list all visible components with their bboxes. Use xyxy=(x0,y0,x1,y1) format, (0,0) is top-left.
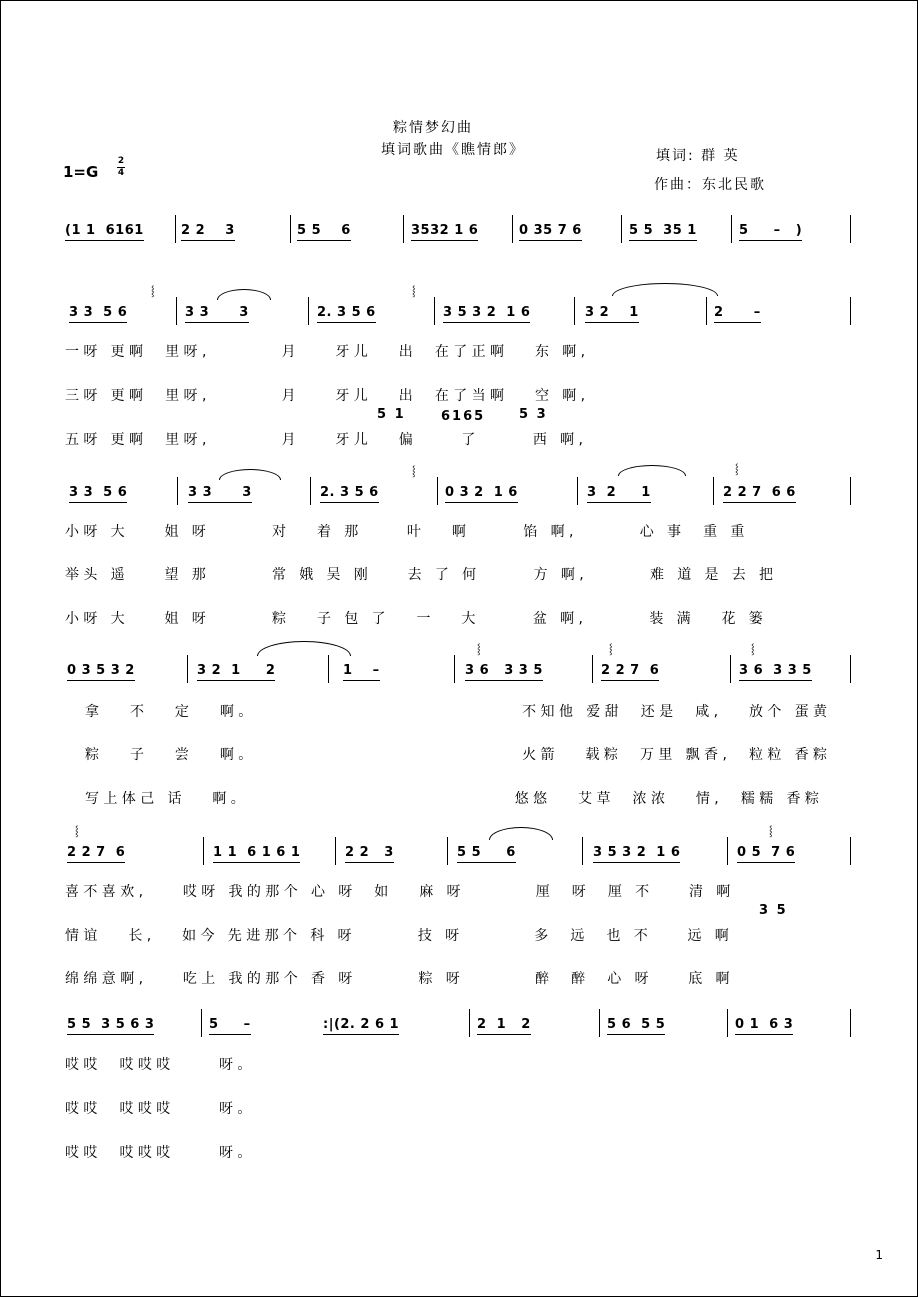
barline xyxy=(713,477,714,505)
time-signature xyxy=(117,157,125,178)
lyric-line: 喜不喜欢, 哎呀 我的那个 心 呀 如 麻 呀 厘 呀 厘 不 清 啊 xyxy=(65,884,735,900)
barline xyxy=(730,655,731,683)
measure: 1 – xyxy=(343,663,380,678)
barline xyxy=(582,837,583,865)
ornament-mark: ⸾ xyxy=(735,464,739,475)
lyric-line: 拿 不 定 啊。 不知他 爱甜 还是 咸, 放个 蛋黄 xyxy=(85,704,832,720)
lyric-line: 三呀 更啊 里呀, 月 牙儿 出 在了当啊 空 啊, xyxy=(65,388,590,404)
ornament-mark: ⸾ xyxy=(75,826,79,837)
barline xyxy=(176,297,177,325)
song-title: 粽情梦幻曲 xyxy=(393,120,473,136)
measure: 2 2 7 6 6 xyxy=(723,485,796,500)
measure: 2. 3 5 6 xyxy=(317,305,376,320)
measure: 2 1 2 xyxy=(477,1017,531,1032)
measure: 0 3 2 1 6 xyxy=(445,485,518,500)
measure: 5 5 6 xyxy=(297,223,351,238)
barline xyxy=(706,297,707,325)
ornament-mark: ⸾ xyxy=(412,286,416,297)
lyric-line: 一呀 更啊 里呀, 月 牙儿 出 在了正啊 东 啊, xyxy=(65,344,590,360)
measure: 0 35 7 6 xyxy=(519,223,582,238)
barline xyxy=(850,655,851,683)
measure: 3 5 3 2 1 6 xyxy=(443,305,531,320)
barline xyxy=(310,477,311,505)
barline xyxy=(403,215,404,243)
variant-notes: 5 1 xyxy=(377,407,406,422)
barline xyxy=(454,655,455,683)
measure: 1 1 6 1 6 1 xyxy=(213,845,301,860)
barline xyxy=(469,1009,470,1037)
barline xyxy=(177,477,178,505)
barline xyxy=(187,655,188,683)
measure: 3 3 5 6 xyxy=(69,305,128,320)
barline xyxy=(335,837,336,865)
barline xyxy=(328,655,329,683)
measure: 3 3 3 xyxy=(188,485,252,500)
barline xyxy=(599,1009,600,1037)
measure: 0 1 6 3 xyxy=(735,1017,794,1032)
lyric-line: 小呀 大 姐 呀 粽 子 包 了 一 大 盆 啊, 装 满 花 篓 xyxy=(65,611,768,627)
lyric-line: 哎哎 哎哎哎 呀。 xyxy=(65,1145,256,1161)
lyric-line: 写上体己 话 啊。 悠悠 艾草 浓浓 情, 糯糯 香粽 xyxy=(85,791,824,807)
measure: 5 – xyxy=(209,1017,251,1032)
measure: 3 2 1 2 xyxy=(197,663,276,678)
lyric-line: 小呀 大 姐 呀 对 着 那 叶 啊 馅 啊, 心 事 重 重 xyxy=(65,524,749,540)
page-number: 1 xyxy=(875,1248,883,1262)
measure: 3 3 5 6 xyxy=(69,485,128,500)
ornament-mark: ⸾ xyxy=(151,286,155,297)
barline xyxy=(731,215,732,243)
measure: 5 5 3 5 6 3 xyxy=(67,1017,155,1032)
measure: 2 2 3 xyxy=(181,223,235,238)
barline xyxy=(290,215,291,243)
measure: 2 2 7 6 xyxy=(67,845,126,860)
ornament-mark: ⸾ xyxy=(477,644,481,655)
measure: 3 6 3 3 5 xyxy=(465,663,543,678)
variant-notes: 6165 xyxy=(441,409,486,424)
barline xyxy=(201,1009,202,1037)
ornament-mark: ⸾ xyxy=(609,644,613,655)
lyric-line: 哎哎 哎哎哎 呀。 xyxy=(65,1101,256,1117)
barline xyxy=(727,837,728,865)
ornament-mark: ⸾ xyxy=(769,826,773,837)
measure: 0 3 5 3 2 xyxy=(67,663,135,678)
measure: 2 2 7 6 xyxy=(601,663,660,678)
ornament-mark: ⸾ xyxy=(412,466,416,477)
barline xyxy=(727,1009,728,1037)
measure: 2 – xyxy=(714,305,761,320)
measure: 3 2 1 xyxy=(587,485,651,500)
barline xyxy=(308,297,309,325)
composer-credit: 作曲：东北民歌 xyxy=(654,177,766,193)
barline xyxy=(850,1009,851,1037)
barline xyxy=(175,215,176,243)
measure: 0 5 7 6 xyxy=(737,845,796,860)
measure: 5 – ) xyxy=(739,223,803,238)
variant-notes: 3 5 xyxy=(759,903,788,918)
barline xyxy=(621,215,622,243)
tie-arc xyxy=(219,469,281,480)
barline xyxy=(577,477,578,505)
measure: 3532 1 6 xyxy=(411,223,479,238)
tie-arc xyxy=(612,283,718,296)
measure: 2. 3 5 6 xyxy=(320,485,379,500)
song-subtitle: 填词歌曲《瞧情郎》 xyxy=(381,142,525,158)
measure: 3 2 1 xyxy=(585,305,639,320)
lyric-line: 情谊 长, 如今 先进那个 科 呀 技 呀 多 远 也 不 远 啊 xyxy=(65,928,734,944)
tie-arc xyxy=(489,827,553,840)
key-signature: 1=G xyxy=(63,163,99,181)
barline xyxy=(850,215,851,243)
measure: (1 1 6161 xyxy=(65,223,144,238)
lyric-line: 举头 遥 望 那 常 娥 吴 刚 去 了 何 方 啊, 难 道 是 去 把 xyxy=(65,567,778,583)
measure: :|(2. 2 6 1 xyxy=(323,1017,400,1032)
ornament-mark: ⸾ xyxy=(751,644,755,655)
lyric-line: 哎哎 哎哎哎 呀。 xyxy=(65,1057,256,1073)
lyric-line: 粽 子 尝 啊。 火箭 载粽 万里 飘香, 粒粒 香粽 xyxy=(85,747,832,763)
tie-arc xyxy=(217,289,271,300)
barline xyxy=(203,837,204,865)
measure: 5 5 35 1 xyxy=(629,223,697,238)
barline xyxy=(437,477,438,505)
measure: 2 2 3 xyxy=(345,845,394,860)
barline xyxy=(434,297,435,325)
lyric-line: 绵绵意啊, 吃上 我的那个 香 呀 粽 呀 醉 醉 心 呀 底 啊 xyxy=(65,971,734,987)
barline xyxy=(850,837,851,865)
lyric-line: 五呀 更啊 里呀, 月 牙儿 偏 了 西 啊, xyxy=(65,432,588,448)
measure: 5 6 5 5 xyxy=(607,1017,666,1032)
barline xyxy=(447,837,448,865)
barline xyxy=(592,655,593,683)
measure: 3 6 3 3 5 xyxy=(739,663,812,678)
tie-arc xyxy=(257,641,351,656)
barline xyxy=(850,477,851,505)
measure: 5 5 6 xyxy=(457,845,516,860)
meter-top: 2 xyxy=(117,156,125,166)
variant-notes: 5 3 xyxy=(519,407,548,422)
barline xyxy=(850,297,851,325)
lyricist-credit: 填词: 群 英 xyxy=(656,148,740,164)
meter-bottom: 4 xyxy=(117,168,125,178)
barline xyxy=(512,215,513,243)
measure: 3 3 3 xyxy=(185,305,249,320)
measure: 3 5 3 2 1 6 xyxy=(593,845,681,860)
tie-arc xyxy=(618,465,686,476)
barline xyxy=(574,297,575,325)
